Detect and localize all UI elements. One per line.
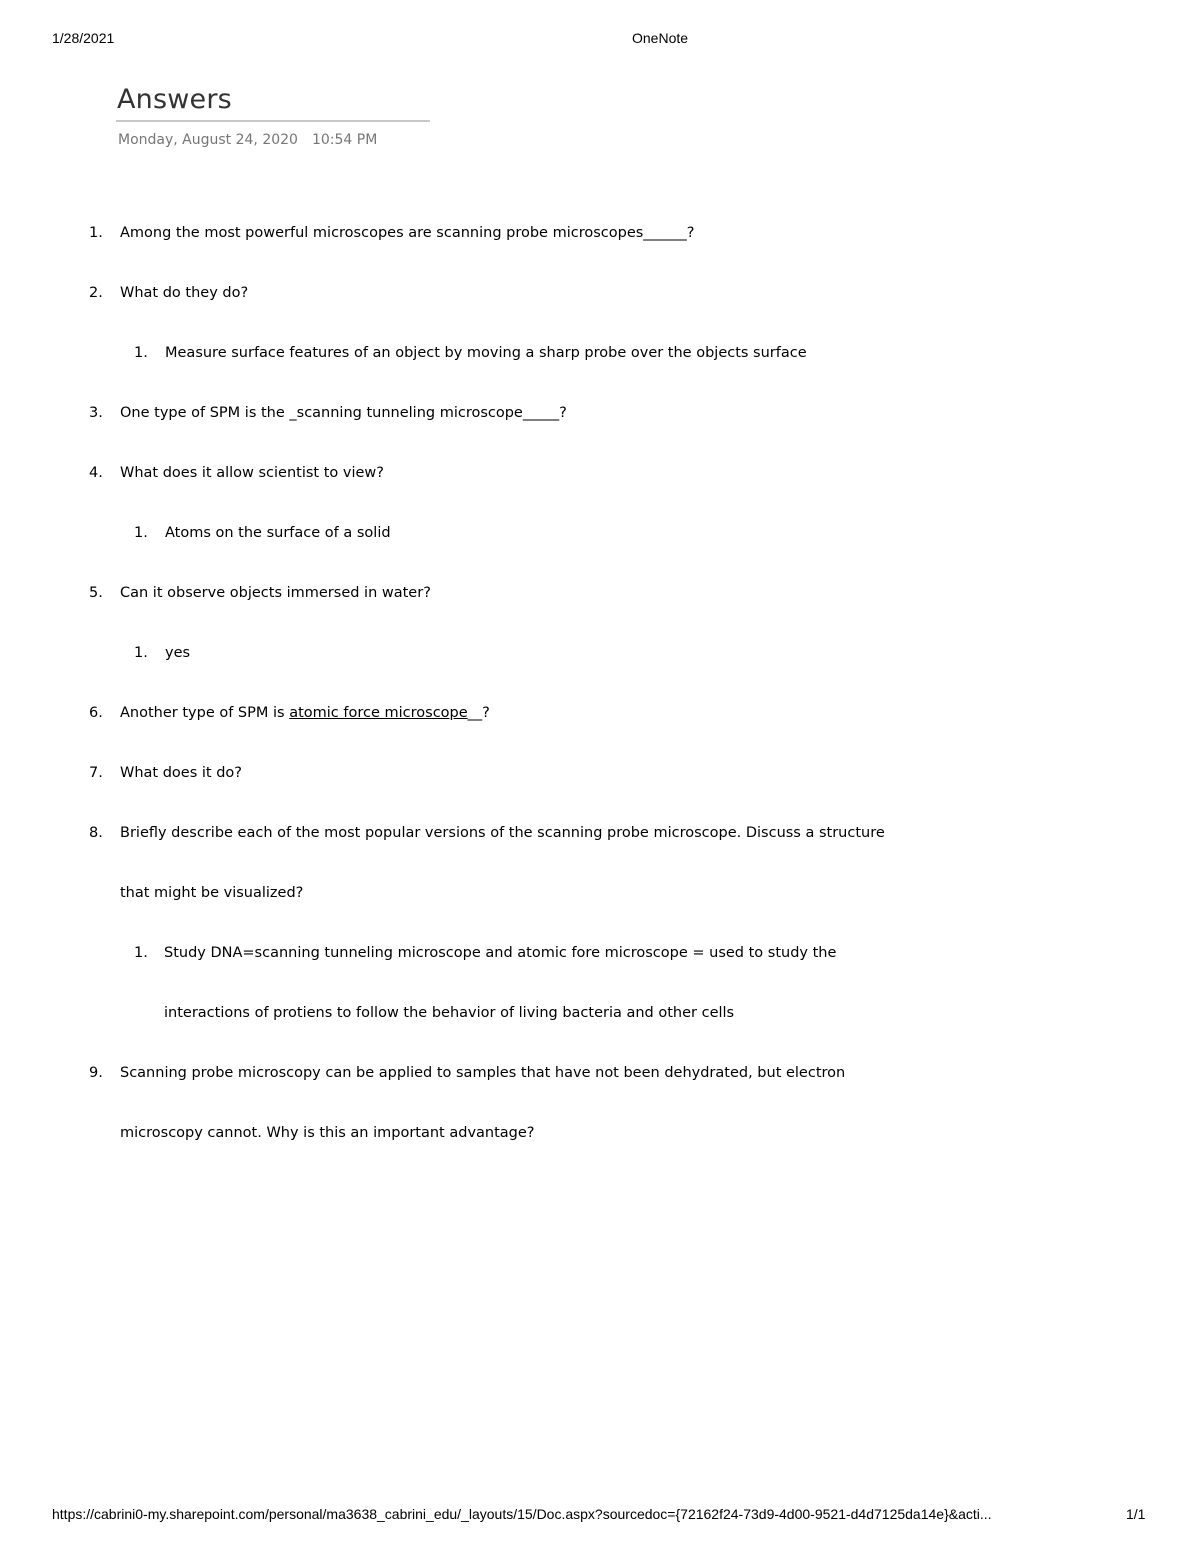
question-2: What do they do? [120,285,249,301]
list-number: 3. [89,405,103,421]
page-timestamp [118,132,377,148]
question-6-prefix: Another type of SPM is [120,705,290,721]
sub-list-number: 1. [134,525,148,541]
list-number: 5. [89,585,103,601]
print-page-number: 1/1 [1126,1506,1146,1522]
print-header [0,30,1200,50]
answer-8-line-1: Study DNA=scanning tunneling microscope and atomic fore microscope = used to study the [164,945,837,961]
question-3: One type of SPM is the _scanning tunneling microscope_____? [120,405,567,421]
question-6-answer: atomic force microscope [289,705,468,721]
question-4: What does it allow scientist to view? [120,465,384,481]
list-number: 8. [89,825,103,841]
list-number: 1. [89,225,103,241]
answer-4: Atoms on the surface of a solid [165,525,391,541]
title-divider [116,120,430,122]
print-url: https://cabrini0-my.sharepoint.com/personal/ma3638_cabrini_edu/_layouts/15/Doc.aspx?sourcedoc={72162f24-73d9-4d00-9521-d4d7125da14e}&acti... [52,1506,992,1522]
page-time: 10:54 PM [311,132,378,148]
page-date: Monday, August 24, 2020 [118,132,298,148]
list-number: 2. [89,285,103,301]
question-9-line-1: Scanning probe microscopy can be applied to samples that have not been dehydrated, but electron [120,1065,846,1081]
answer-2: Measure surface features of an object by moving a sharp probe over the objects surface [165,345,807,361]
sub-list-number: 1. [134,945,148,961]
print-date: 1/28/2021 [52,30,115,46]
page-title: Answers [117,84,232,115]
question-6 [120,705,490,721]
list-number: 4. [89,465,103,481]
question-8-line-1: Briefly describe each of the most popular versions of the scanning probe microscope. Discuss a structure [120,825,885,841]
list-number: 6. [89,705,103,721]
list-number: 9. [89,1065,103,1081]
question-1: Among the most powerful microscopes are scanning probe microscopes______? [120,225,695,241]
answer-5: yes [165,645,191,661]
question-9-line-2: microscopy cannot. Why is this an important advantage? [120,1125,535,1141]
question-8-line-2: that might be visualized? [120,885,304,901]
sub-list-number: 1. [134,345,148,361]
question-7: What does it do? [120,765,242,781]
question-6-suffix: __? [467,705,490,721]
answer-8-line-2: interactions of protiens to follow the behavior of living bacteria and other cells [164,1005,735,1021]
sub-list-number: 1. [134,645,148,661]
question-5: Can it observe objects immersed in water? [120,585,431,601]
list-number: 7. [89,765,103,781]
print-app-name: OneNote [632,30,689,46]
print-footer [0,1506,1200,1526]
